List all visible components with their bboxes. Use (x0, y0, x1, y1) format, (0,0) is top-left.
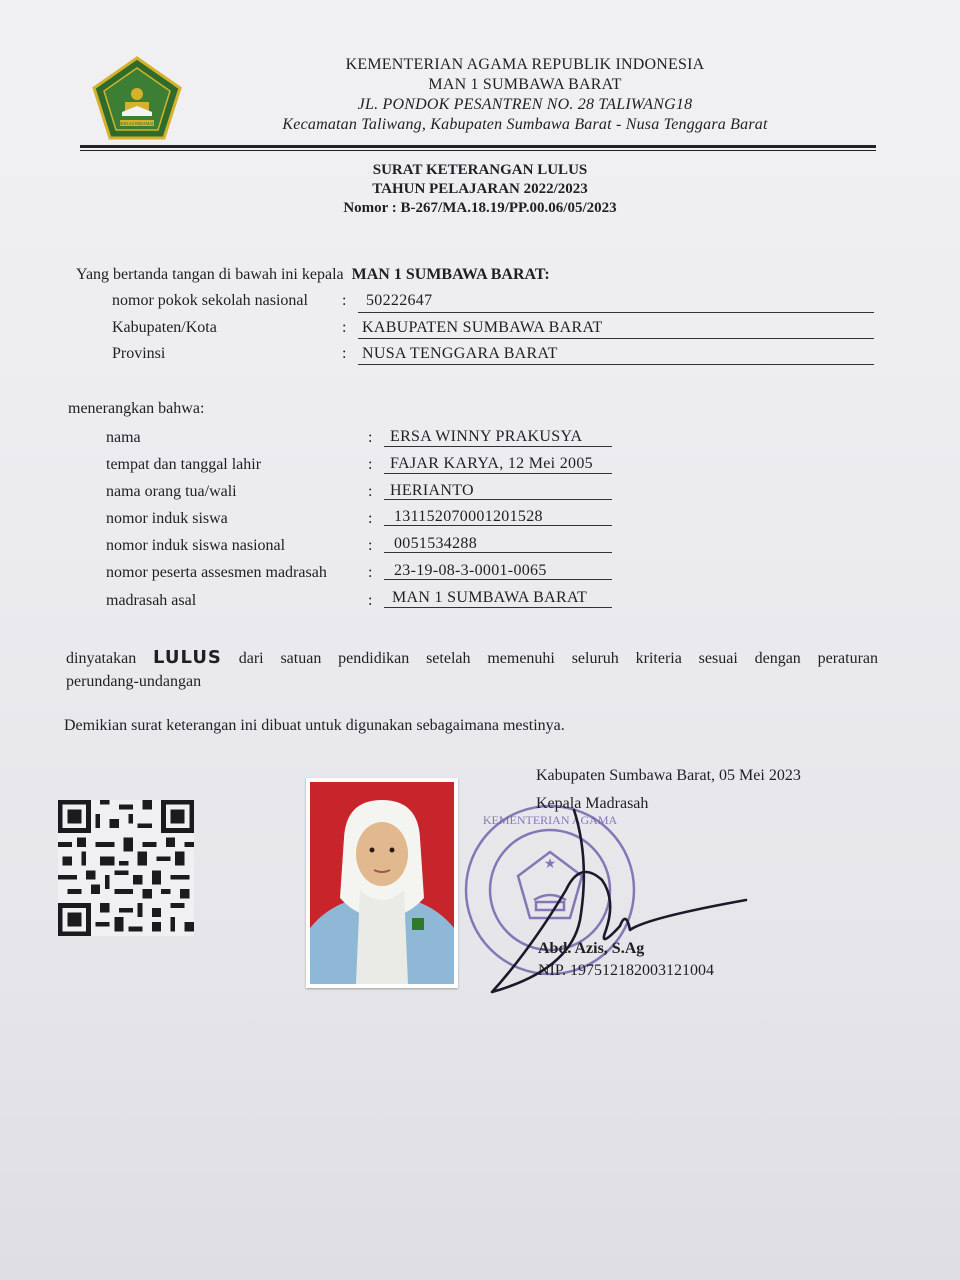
stamp-text: KEMENTERIAN AGAMA (482, 813, 618, 827)
school-regency-label: Kabupaten/Kota (112, 319, 217, 336)
result-statement (66, 647, 878, 668)
underline (384, 552, 612, 553)
letter-number: Nomor : B-267/MA.18.19/PP.00.06/05/2023 (343, 200, 617, 216)
letterhead-address: JL. PONDOK PESANTREN NO. 28 TALIWANG18 (357, 96, 693, 113)
colon: : (368, 456, 373, 473)
result-suffix: dari satuan pendidikan setelah memenuhi seluruh kriteria sesuai dengan peraturan (238, 650, 879, 667)
underline (358, 312, 874, 313)
colon: : (368, 429, 373, 446)
student-parent-label: nama orang tua/wali (106, 483, 237, 500)
letterhead-ministry: KEMENTERIAN AGAMA REPUBLIK INDONESIA (345, 56, 705, 73)
colon: : (368, 483, 373, 500)
signer-nip: NIP. 197512182003121004 (538, 962, 715, 979)
school-regency-value: KABUPATEN SUMBAWA BARAT (362, 319, 603, 336)
intro-sentence: Yang bertanda tangan di bawah ini kepala (76, 266, 344, 283)
colon: : (342, 345, 347, 362)
underline (384, 607, 612, 608)
underline (358, 364, 874, 365)
letterhead-region: Kecamatan Taliwang, Kabupaten Sumbawa Barat - Nusa Tenggara Barat (282, 116, 768, 133)
student-name-value: ERSA WINNY PRAKUSYA (390, 428, 583, 445)
signer-name: Abd. Azis, S.Ag (538, 940, 645, 957)
result-word: LULUS (153, 647, 222, 668)
stamp-star-icon: ★ (543, 857, 557, 872)
letterhead-school: MAN 1 SUMBAWA BARAT (428, 76, 622, 93)
student-nis-value: 131152070001201528 (394, 508, 543, 525)
student-birth-label: tempat dan tanggal lahir (106, 456, 262, 473)
underline (384, 446, 612, 447)
underline (384, 499, 612, 500)
student-origin-label: madrasah asal (106, 592, 197, 609)
underline (384, 525, 612, 526)
colon: : (368, 592, 373, 609)
qr-code (58, 800, 194, 936)
colon: : (368, 510, 373, 527)
student-exam-number-value: 23-19-08-3-0001-0065 (394, 562, 547, 579)
academic-year: TAHUN PELAJARAN 2022/2023 (372, 181, 588, 197)
school-npsn-label: nomor pokok sekolah nasional (112, 292, 308, 309)
colon: : (368, 537, 373, 554)
student-nisn-value: 0051534288 (394, 535, 477, 552)
logo-text: IKHLAS BERAMAL (119, 121, 155, 126)
sign-position: Kepala Madrasah (536, 795, 649, 812)
colon: : (368, 564, 373, 581)
student-name-label: nama (106, 429, 141, 446)
result-prefix: dinyatakan (66, 650, 137, 667)
colon: : (342, 292, 347, 309)
kemenag-logo (92, 56, 182, 140)
document-title (260, 161, 700, 218)
school-province-value: NUSA TENGGARA BARAT (362, 345, 558, 362)
school-npsn-value: 50222647 (366, 292, 433, 309)
student-birth-value: FAJAR KARYA, 12 Mei 2005 (390, 455, 593, 472)
underline (358, 338, 874, 339)
underline (384, 473, 612, 474)
sign-place-date: Kabupaten Sumbawa Barat, 05 Mei 2023 (536, 767, 801, 784)
menerangkan-text: menerangkan bahwa: (68, 400, 205, 417)
student-exam-number-label: nomor peserta assesmen madrasah (106, 564, 327, 581)
letterhead-divider-thin (80, 150, 876, 151)
letterhead (230, 55, 820, 135)
letterhead-divider-thick (80, 145, 876, 148)
colon: : (342, 319, 347, 336)
student-nisn-label: nomor induk siswa nasional (106, 537, 286, 554)
underline (384, 579, 612, 580)
student-origin-value: MAN 1 SUMBAWA BARAT (392, 589, 588, 606)
intro-school: MAN 1 SUMBAWA BARAT: (351, 266, 550, 283)
student-photo (306, 778, 458, 988)
closing-text: Demikian surat keterangan ini dibuat untuk digunakan sebagaimana mestinya. (64, 717, 565, 734)
school-province-label: Provinsi (112, 345, 166, 362)
result-line2: perundang-undangan (66, 673, 202, 690)
student-nis-label: nomor induk siswa (106, 510, 228, 527)
intro-text (76, 266, 550, 284)
student-parent-value: HERIANTO (390, 482, 474, 499)
title-line: SURAT KETERANGAN LULUS (372, 162, 588, 178)
